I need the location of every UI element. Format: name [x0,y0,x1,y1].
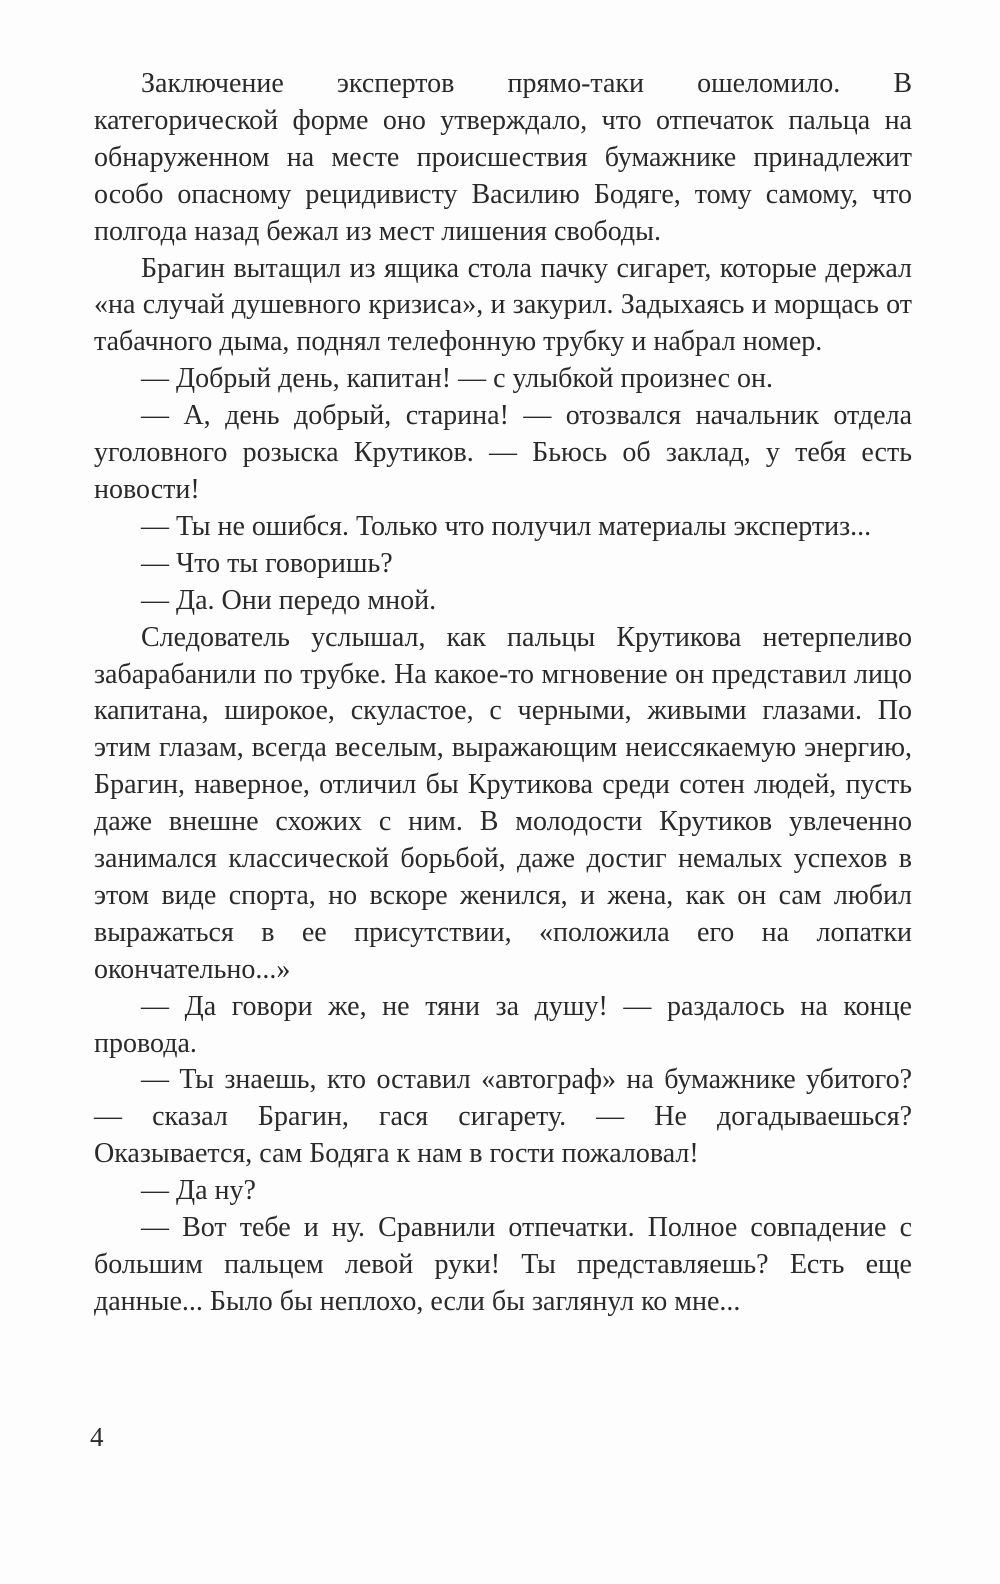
paragraph-2: Брагин вытащил из ящика стола пачку сигарет, которые держал «на случай душевного кризиса», и закурил. Задыхаясь и морщась от табачного дыма, поднял телефонную трубку и набрал номер. [94,252,912,358]
paragraph-10: — Ты знаешь, кто оставил «автограф» на бумажнике убитого? — сказал Брагин, гася сигарету. — Не догадываешься? Оказывается, сам Бодяга к нам в гости пожаловал! [94,1064,912,1170]
paragraph-6: — Что ты говоришь? [141,547,393,579]
paragraph-7: — Да. Они передо мной. [141,584,437,616]
page-number: 4 [90,1422,104,1452]
paragraph-3: — Добрый день, капитан! — с улыбкой произнес он. [141,363,774,395]
paragraph-4: — А, день добрый, старина! — отозвался начальник отдела уголовного розыска Крутиков. — Бьюсь об заклад, у тебя есть новости! [94,400,912,505]
paragraph-12: — Вот тебе и ну. Сравнили отпечатки. Полное совпадение с большим пальцем левой руки! Ты представляешь? Есть еще данные... Было бы неплохо, если бы заглянул ко мне... [94,1212,912,1317]
paragraph-11: — Да ну? [141,1175,256,1207]
paragraph-8: Следователь услышал, как пальцы Крутикова нетерпеливо забарабанили по трубке. На какое-то мгновение он представил лицо капитана, широкое, скуластое, с черными, живыми глазами. По этим глазам, всегда веселым, выражающим неиссякаемую энергию, Брагин, наверное, отличил бы Крутикова среди сотен людей, пусть даже внешне схожих с ним. В молодости Крутиков увлеченно занимался классической борьбой, даже достиг немалых успехов в этом виде спорта, но вскоре женился, и жена, как он сам любил выражаться в ее присутствии, «положила его на лопатки окончательно...» [94,621,912,985]
paragraph-1: Заключение экспертов прямо-таки ошеломило. В категорической форме оно утверждало, что отпечаток пальца на обнаруженном на месте происшествия бумажнике принадлежит особо опасному рецидивисту Василию Бодяге, тому самому, что полгода назад бежал из мест лишения свободы. [94,68,912,247]
paragraph-9: — Да говори же, не тяни за душу! — раздалось на конце провода. [94,990,912,1059]
paragraph-5: — Ты не ошибся. Только что получил материалы экспертиз... [141,510,872,542]
body-text [94,66,912,1321]
